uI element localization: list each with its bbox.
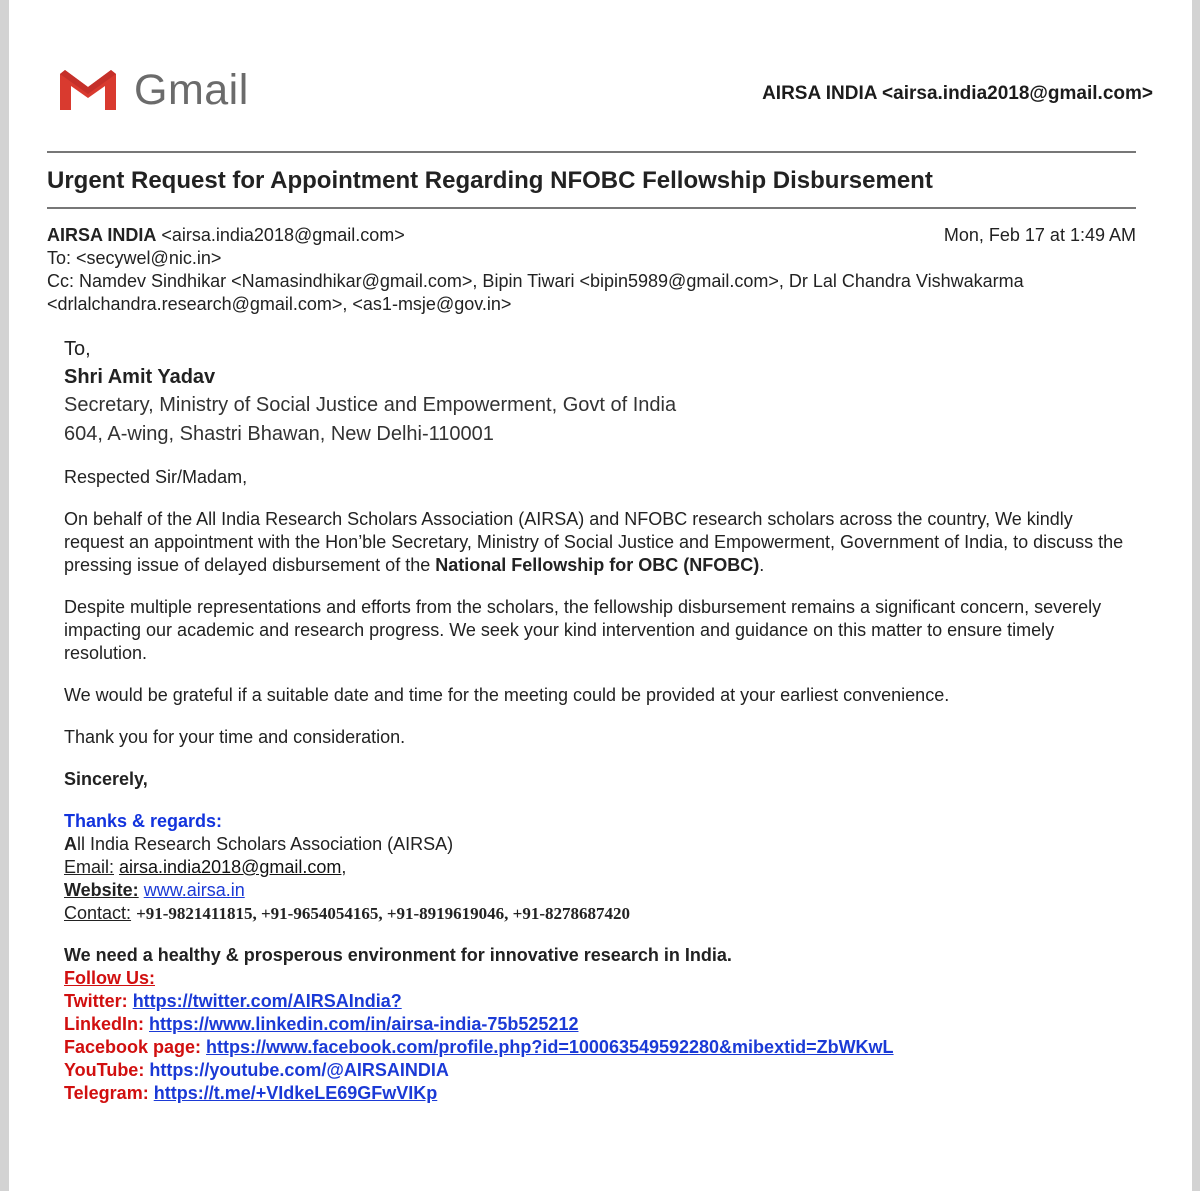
paragraph-2: Despite multiple representations and efforts from the scholars, the fellowship disbursement remains a significant concern, severely impacting our academic and research progress. We seek your kind intervention and guidance on this matter to ensure timely resolution. [64,597,1102,663]
linkedin-label: LinkedIn: [64,1014,144,1034]
email-label: Email: [64,857,115,877]
youtube-link[interactable]: https://youtube.com/@AIRSAINDIA [149,1060,449,1080]
email-subject: Urgent Request for Appointment Regarding NFOBC Fellowship Disbursement [47,167,933,194]
twitter-row [64,990,1124,1013]
email-meta [47,224,1136,316]
sender-name: AIRSA INDIA [47,225,157,245]
twitter-label: Twitter: [64,991,128,1011]
linkedin-row [64,1013,1124,1036]
tagline-text: We need a healthy & prosperous environment for innovative research in India. [64,945,732,965]
account-label: AIRSA INDIA <airsa.india2018@gmail.com> [762,83,1153,104]
youtube-label: YouTube: [64,1060,145,1080]
paragraph-4: Thank you for your time and consideration. [64,727,406,747]
email-body [64,335,1124,1105]
telegram-row [64,1082,1124,1105]
org-name: ll India Research Scholars Association (AIRSA) [77,834,454,854]
follow-us-label: Follow Us: [64,968,155,988]
telegram-label: Telegram: [64,1083,149,1103]
facebook-link[interactable]: https://www.facebook.com/profile.php?id=100063549592280&mibextid=ZbWKwL [206,1037,894,1057]
contact-label: Contact: [64,903,132,923]
left-border [0,0,9,1191]
facebook-label: Facebook page: [64,1037,202,1057]
right-border [1192,0,1200,1191]
facebook-row [64,1036,1124,1059]
twitter-link[interactable]: https://twitter.com/AIRSAIndia? [132,991,402,1011]
paragraph-3: We would be grateful if a suitable date and time for the meeting could be provided at your earliest convenience. [64,685,950,705]
follow-us [64,967,1124,990]
signature-email [64,856,1124,879]
sender-email: <airsa.india2018@gmail.com> [161,225,405,245]
org-initial: A [64,834,77,854]
sender-row [47,224,1136,247]
gmail-m-icon [56,66,120,114]
closing-text: Sincerely, [64,769,148,789]
salutation: Respected Sir/Madam, [64,467,248,487]
gmail-wordmark: Gmail [134,65,249,114]
paragraph-1-end: . [759,555,765,575]
email-link[interactable]: airsa.india2018@gmail.com [119,857,342,877]
cc-line-1: Cc: Namdev Sindhikar <Namasindhikar@gmail.com>, Bipin Tiwari <bipin5989@gmail.com>, Dr Lal Chandra Vishwakarma [47,271,1024,291]
youtube-row [64,1059,1124,1082]
gmail-logo [56,66,249,114]
website-link[interactable]: www.airsa.in [143,880,245,900]
recipient-address: 604, A-wing, Shastri Bhawan, New Delhi-110001 [64,422,494,445]
tagline [64,944,1124,967]
email-date: Mon, Feb 17 at 1:49 AM [943,225,1136,245]
recipient-title: Secretary, Ministry of Social Justice and Empowerment, Govt of India [64,394,677,416]
website-label: Website: [64,880,139,900]
to-label: To, [64,338,91,360]
contact-numbers: +91-9821411815, +91-9654054165, +91-8919619046, +91-8278687420 [136,904,631,923]
signature-thanks: Thanks & regards: [64,811,223,831]
sender [47,224,405,247]
signature-org [64,833,1124,856]
telegram-link[interactable]: https://t.me/+VIdkeLE69GFwVIKp [153,1083,438,1103]
divider-top [47,151,1136,153]
paragraph-1 [64,508,1124,577]
email-suffix: , [341,857,347,877]
paragraph-1-text: On behalf of the All India Research Scholars Association (AIRSA) and NFOBC research scholars across the country, We kindly request an appointment with the Hon’ble Secretary, Ministry of Social Justice and Empowerment, Government of India, to discuss the pressing issue of delayed disbursement of the [64,509,1124,575]
cc-line-2: <drlalchandra.research@gmail.com>, <as1-msje@gov.in> [47,294,512,314]
closing [64,768,1124,791]
social-links [64,990,1124,1105]
to-line: To: <secywel@nic.in> [47,248,222,268]
divider-bottom [47,207,1136,209]
linkedin-link[interactable]: https://www.linkedin.com/in/airsa-india-75b525212 [149,1014,579,1034]
recipient-name: Shri Amit Yadav [64,366,216,388]
signature-website [64,879,1124,902]
paragraph-1-bold: National Fellowship for OBC (NFOBC) [435,555,760,575]
signature-contact [64,902,1124,925]
